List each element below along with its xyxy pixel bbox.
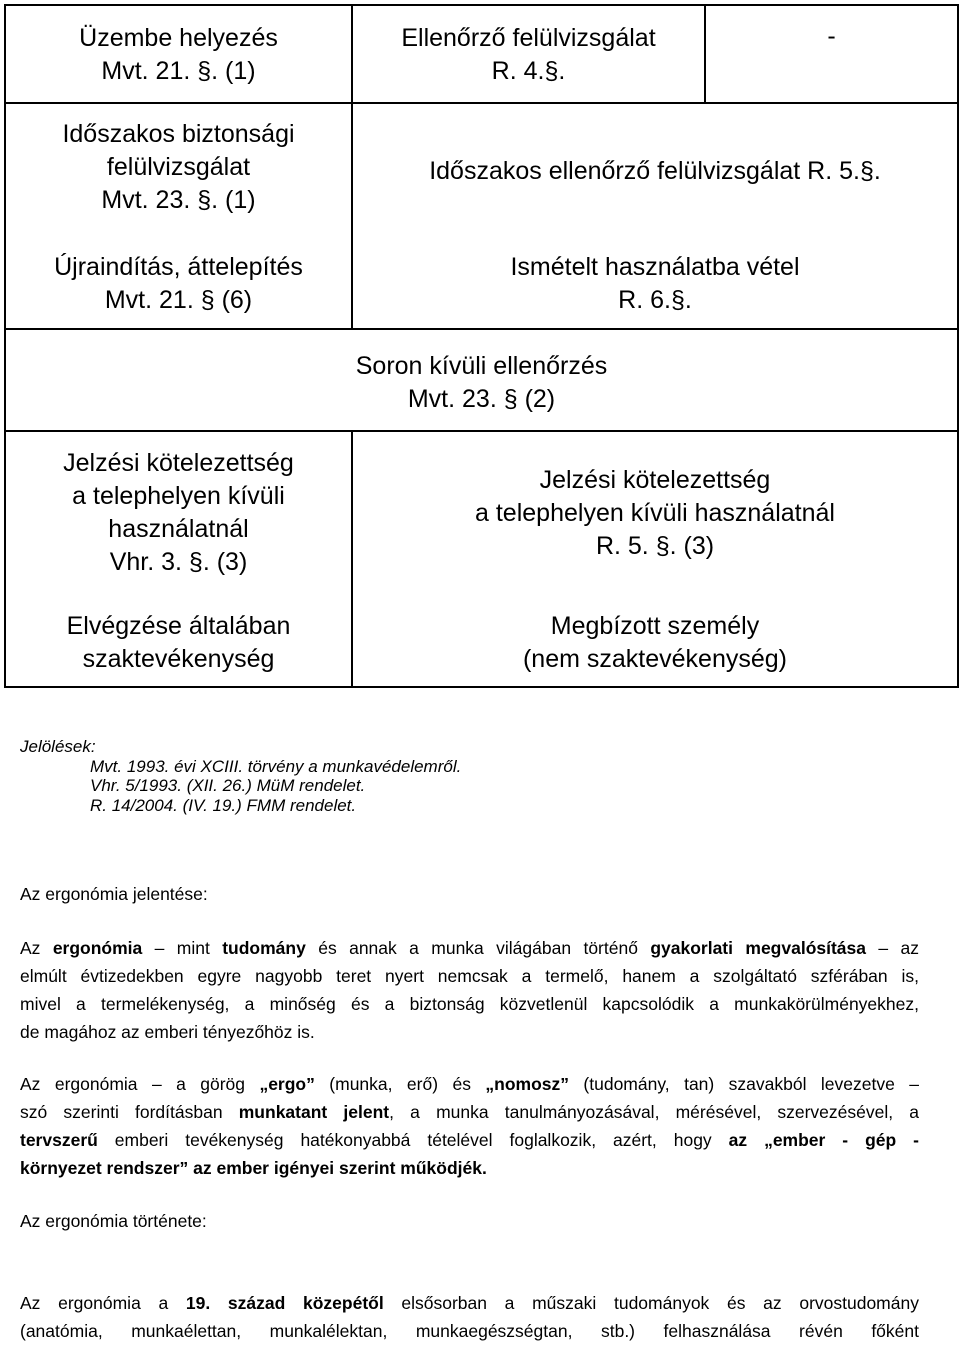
cell-line: használatnál bbox=[108, 515, 249, 543]
paragraph-line: szó szerinti fordításban munkatant jelent, a munka tanulmányozásával, mérésével, szervezésével, a bbox=[20, 1102, 920, 1122]
cell-uzembe-helyezes bbox=[6, 10, 351, 100]
cell-dash bbox=[706, 6, 957, 66]
cell-line: Mvt. 23. § (2) bbox=[407, 385, 556, 413]
cell-idoszakos-ellenorzo bbox=[353, 146, 957, 196]
cell-line: Vhr. 3. §. (3) bbox=[109, 548, 248, 576]
cell-line: felülvizsgálat bbox=[106, 152, 251, 181]
cell-line: Mvt. 21. §. (1) bbox=[101, 57, 256, 85]
cell-line: Ismételt használatba vétel bbox=[510, 253, 800, 281]
cell-ellenorzo-felulvizsgalat bbox=[353, 10, 704, 100]
cell-line: Soron kívüli ellenőrzés bbox=[355, 352, 608, 380]
cell-line: Mvt. 23. §. (1) bbox=[101, 185, 256, 214]
cell-soron-kivuli bbox=[6, 346, 957, 420]
table-divider-h1 bbox=[6, 102, 957, 104]
legend-item: Mvt. 1993. évi XCIII. törvény a munkavédelemről. bbox=[90, 756, 462, 776]
cell-line: szaktevékenység bbox=[82, 645, 275, 673]
cell-idoszakos-biztonsagi bbox=[6, 116, 351, 218]
cell-line: Mvt. 21. § (6) bbox=[104, 286, 253, 314]
paragraph-ergonomia-jelentese bbox=[20, 934, 919, 1046]
cell-line: Megbízott személy bbox=[550, 612, 760, 640]
cell-megbizott-szemely bbox=[353, 608, 957, 678]
cell-line: R. 6.§. bbox=[618, 286, 692, 314]
cell-line: a telephelyen kívüli bbox=[72, 482, 285, 510]
section-heading-tortenete: Az ergonómia története: bbox=[20, 1211, 207, 1231]
table-divider-h2 bbox=[6, 328, 957, 330]
cell-line: Időszakos ellenőrző felülvizsgálat R. 5.§. bbox=[429, 156, 881, 185]
cell-line: - bbox=[827, 21, 836, 50]
legend-item: R. 14/2004. (IV. 19.) FMM rendelet. bbox=[90, 795, 357, 815]
cell-line: Elvégzése általában bbox=[66, 612, 291, 640]
paragraph-line: mivel a termelékenység, a minőség és a biztonság közvetlenül kapcsolódik a munkakörülményekhez, bbox=[20, 994, 919, 1014]
cell-line: a telephelyen kívüli használatnál bbox=[475, 498, 835, 527]
paragraph-line: de magához az emberi tényezőhöz is. bbox=[20, 1022, 315, 1042]
paragraph-line: környezet rendszer” az ember igényei szerint működjék. bbox=[20, 1158, 487, 1178]
cell-line: Időszakos biztonsági bbox=[62, 119, 295, 148]
table-divider-h3 bbox=[6, 430, 957, 432]
paragraph-line: Az ergonómia – mint tudomány és annak a munka világában történő gyakorlati megvalósítása – az bbox=[20, 938, 919, 958]
inspection-table bbox=[4, 4, 959, 688]
paragraph-line: (anatómia, munkaélettan, munkalélektan, munkaegészségtan, stb.) felhasználása révén főként bbox=[20, 1321, 919, 1341]
cell-elvegzese bbox=[6, 608, 351, 678]
legend-title: Jelölések: bbox=[20, 737, 96, 756]
cell-jelzesi-r bbox=[353, 462, 957, 564]
paragraph-line: elmúlt évtizedekben egyre nagyobb teret nyert nemcsak a termelő, hanem a szolgáltató szférában is, bbox=[20, 966, 919, 986]
legend bbox=[20, 737, 461, 815]
cell-line: (nem szaktevékenység) bbox=[522, 645, 787, 673]
cell-jelzesi-vhr bbox=[6, 446, 351, 580]
cell-line: R. 5. §. (3) bbox=[595, 531, 715, 560]
legend-item: Vhr. 5/1993. (XII. 26.) MüM rendelet. bbox=[90, 776, 366, 795]
paragraph-line: Az ergonómia a 19. század közepétől elsősorban a műszaki tudományok és az orvostudomány bbox=[20, 1293, 919, 1313]
cell-line: Jelzési kötelezettség bbox=[63, 449, 294, 477]
cell-ismetelt-hasznalatba bbox=[353, 246, 957, 322]
cell-line: Ellenőrző felülvizsgálat bbox=[401, 24, 656, 52]
cell-ujrainditas bbox=[6, 246, 351, 322]
cell-line: Újraindítás, áttelepítés bbox=[54, 253, 303, 281]
paragraph-line: tervszerű emberi tevékenység hatékonyabbá tételével foglalkozik, azért, hogy az „ember - gép - bbox=[20, 1130, 919, 1150]
section-heading-jelentese: Az ergonómia jelentése: bbox=[20, 884, 208, 904]
paragraph-ergonomia-szo bbox=[20, 1070, 919, 1182]
cell-line: Üzembe helyezés bbox=[79, 24, 278, 52]
cell-line: Jelzési kötelezettség bbox=[539, 465, 771, 494]
cell-line: R. 4.§. bbox=[491, 57, 566, 85]
paragraph-line: Az ergonómia – a görög „ergo” (munka, erő) és „nomosz” (tudomány, tan) szavakból levezetve – bbox=[20, 1074, 919, 1094]
paragraph-ergonomia-tortenete bbox=[20, 1289, 919, 1345]
